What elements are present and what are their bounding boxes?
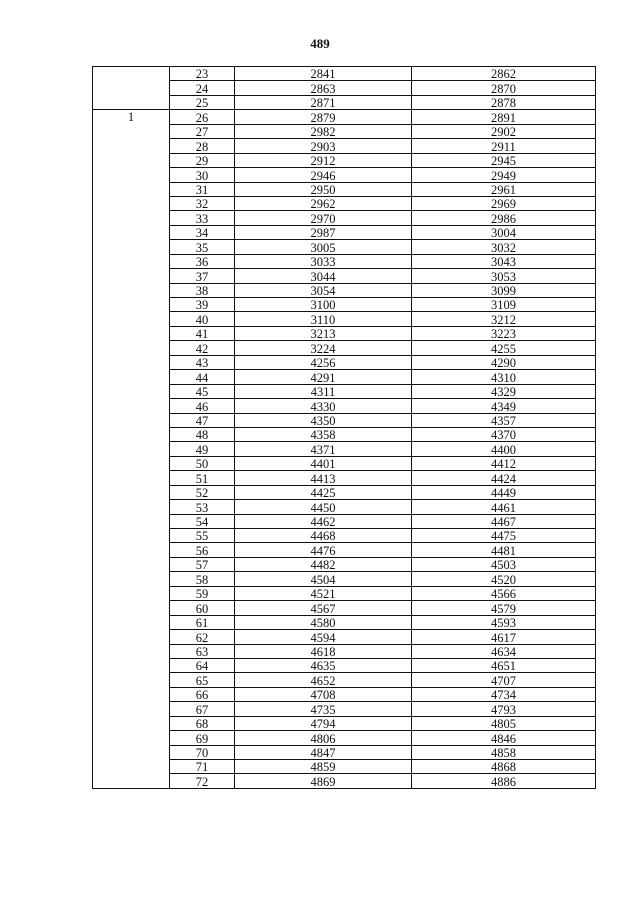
table-row (93, 745, 596, 759)
range-to-cell: 2878 (412, 95, 596, 109)
row-number-cell: 67 (170, 702, 235, 716)
row-number-cell: 26 (170, 110, 235, 124)
range-to-cell: 4424 (412, 471, 596, 485)
range-from-cell: 2879 (235, 110, 412, 124)
row-number-cell: 65 (170, 673, 235, 687)
range-to-cell: 4449 (412, 485, 596, 499)
range-to-cell: 4634 (412, 644, 596, 658)
row-number-cell: 52 (170, 485, 235, 499)
table-row (93, 298, 596, 312)
range-from-cell: 4869 (235, 774, 412, 788)
group-cell (93, 196, 170, 210)
range-from-cell: 4413 (235, 471, 412, 485)
group-cell (93, 471, 170, 485)
range-to-cell: 2902 (412, 124, 596, 138)
range-to-cell: 4886 (412, 774, 596, 788)
group-cell (93, 67, 170, 81)
row-number-cell: 64 (170, 658, 235, 672)
range-from-cell: 4521 (235, 586, 412, 600)
range-to-cell: 2961 (412, 182, 596, 196)
group-cell (93, 341, 170, 355)
range-to-cell: 4793 (412, 702, 596, 716)
group-cell (93, 644, 170, 658)
table-row (93, 630, 596, 644)
group-cell (93, 586, 170, 600)
range-to-cell: 3099 (412, 283, 596, 297)
range-from-cell: 3110 (235, 312, 412, 326)
group-cell (93, 399, 170, 413)
table-row (93, 673, 596, 687)
row-number-cell: 41 (170, 326, 235, 340)
range-from-cell: 2982 (235, 124, 412, 138)
group-cell (93, 95, 170, 109)
range-to-cell: 4461 (412, 500, 596, 514)
range-to-cell: 4310 (412, 370, 596, 384)
range-from-cell: 2903 (235, 139, 412, 153)
group-cell (93, 283, 170, 297)
table-row (93, 716, 596, 730)
range-to-cell: 4846 (412, 731, 596, 745)
table-row (93, 95, 596, 109)
row-number-cell: 71 (170, 760, 235, 774)
row-number-cell: 34 (170, 225, 235, 239)
group-cell (93, 427, 170, 441)
table-row (93, 760, 596, 774)
range-from-cell: 4468 (235, 529, 412, 543)
range-from-cell: 2987 (235, 225, 412, 239)
row-number-cell: 53 (170, 500, 235, 514)
table-row (93, 326, 596, 340)
range-from-cell: 4635 (235, 658, 412, 672)
table-row (93, 601, 596, 615)
row-number-cell: 27 (170, 124, 235, 138)
group-cell (93, 630, 170, 644)
range-from-cell: 4708 (235, 687, 412, 701)
range-from-cell: 4618 (235, 644, 412, 658)
range-from-cell: 4256 (235, 355, 412, 369)
range-from-cell: 4450 (235, 500, 412, 514)
table-row (93, 500, 596, 514)
table-row (93, 240, 596, 254)
row-number-cell: 35 (170, 240, 235, 254)
group-cell (93, 557, 170, 571)
row-number-cell: 63 (170, 644, 235, 658)
table-row (93, 471, 596, 485)
range-to-cell: 4349 (412, 399, 596, 413)
range-to-cell: 3212 (412, 312, 596, 326)
row-number-cell: 42 (170, 341, 235, 355)
row-number-cell: 58 (170, 572, 235, 586)
group-cell (93, 673, 170, 687)
group-cell (93, 745, 170, 759)
table-row (93, 529, 596, 543)
page-number: 489 (310, 36, 330, 51)
row-number-cell: 30 (170, 168, 235, 182)
range-to-cell: 2945 (412, 153, 596, 167)
group-cell (93, 601, 170, 615)
range-to-cell: 4467 (412, 514, 596, 528)
range-from-cell: 2962 (235, 196, 412, 210)
group-cell (93, 240, 170, 254)
range-from-cell: 3044 (235, 269, 412, 283)
range-from-cell: 4794 (235, 716, 412, 730)
row-number-cell: 28 (170, 139, 235, 153)
table-row (93, 312, 596, 326)
group-cell (93, 716, 170, 730)
table-row (93, 355, 596, 369)
range-to-cell: 3109 (412, 298, 596, 312)
group-cell (93, 153, 170, 167)
range-to-cell: 3223 (412, 326, 596, 340)
range-to-cell: 4290 (412, 355, 596, 369)
row-number-cell: 44 (170, 370, 235, 384)
range-from-cell: 2970 (235, 211, 412, 225)
table-row (93, 399, 596, 413)
row-number-cell: 57 (170, 557, 235, 571)
range-from-cell: 4401 (235, 456, 412, 470)
table-row (93, 370, 596, 384)
range-from-cell: 4425 (235, 485, 412, 499)
group-cell (93, 168, 170, 182)
table-row (93, 110, 596, 124)
range-to-cell: 4520 (412, 572, 596, 586)
range-from-cell: 4291 (235, 370, 412, 384)
group-cell (93, 225, 170, 239)
range-from-cell: 4652 (235, 673, 412, 687)
row-number-cell: 29 (170, 153, 235, 167)
range-from-cell: 3224 (235, 341, 412, 355)
table-row (93, 731, 596, 745)
range-from-cell: 4476 (235, 543, 412, 557)
range-to-cell: 4475 (412, 529, 596, 543)
range-from-cell: 2912 (235, 153, 412, 167)
range-to-cell: 2986 (412, 211, 596, 225)
range-to-cell: 2911 (412, 139, 596, 153)
range-to-cell: 4593 (412, 615, 596, 629)
row-number-cell: 72 (170, 774, 235, 788)
group-cell (93, 355, 170, 369)
range-to-cell: 4707 (412, 673, 596, 687)
row-number-cell: 62 (170, 630, 235, 644)
range-to-cell: 2949 (412, 168, 596, 182)
row-number-cell: 32 (170, 196, 235, 210)
table-row (93, 413, 596, 427)
table-row (93, 254, 596, 268)
row-number-cell: 39 (170, 298, 235, 312)
group-cell (93, 312, 170, 326)
table-row (93, 211, 596, 225)
table-row (93, 139, 596, 153)
range-to-cell: 3004 (412, 225, 596, 239)
row-number-cell: 59 (170, 586, 235, 600)
row-number-cell: 56 (170, 543, 235, 557)
range-to-cell: 4370 (412, 427, 596, 441)
row-number-cell: 61 (170, 615, 235, 629)
range-from-cell: 3005 (235, 240, 412, 254)
group-cell (93, 615, 170, 629)
range-to-cell: 2969 (412, 196, 596, 210)
row-number-cell: 69 (170, 731, 235, 745)
group-cell (93, 139, 170, 153)
range-from-cell: 4330 (235, 399, 412, 413)
table-row (93, 485, 596, 499)
table-row (93, 456, 596, 470)
range-from-cell: 4859 (235, 760, 412, 774)
row-number-cell: 45 (170, 384, 235, 398)
table-row (93, 225, 596, 239)
table-row (93, 687, 596, 701)
group-cell (93, 500, 170, 514)
row-number-cell: 40 (170, 312, 235, 326)
table-row (93, 644, 596, 658)
range-table (92, 66, 596, 789)
range-from-cell: 4847 (235, 745, 412, 759)
row-number-cell: 36 (170, 254, 235, 268)
row-number-cell: 68 (170, 716, 235, 730)
range-to-cell: 4503 (412, 557, 596, 571)
range-to-cell: 4357 (412, 413, 596, 427)
range-to-cell: 4858 (412, 745, 596, 759)
row-number-cell: 47 (170, 413, 235, 427)
table-row (93, 557, 596, 571)
group-cell (93, 254, 170, 268)
range-to-cell: 4255 (412, 341, 596, 355)
table-row (93, 269, 596, 283)
range-from-cell: 2946 (235, 168, 412, 182)
group-cell (93, 485, 170, 499)
row-number-cell: 46 (170, 399, 235, 413)
range-from-cell: 3033 (235, 254, 412, 268)
range-from-cell: 4735 (235, 702, 412, 716)
range-to-cell: 4868 (412, 760, 596, 774)
group-cell (93, 760, 170, 774)
row-number-cell: 38 (170, 283, 235, 297)
table-row (93, 442, 596, 456)
range-from-cell: 2841 (235, 67, 412, 81)
range-from-cell: 4594 (235, 630, 412, 644)
row-number-cell: 24 (170, 81, 235, 95)
range-from-cell: 4462 (235, 514, 412, 528)
group-cell (93, 731, 170, 745)
row-number-cell: 31 (170, 182, 235, 196)
range-to-cell: 2862 (412, 67, 596, 81)
row-number-cell: 54 (170, 514, 235, 528)
range-from-cell: 4482 (235, 557, 412, 571)
table-row (93, 543, 596, 557)
range-to-cell: 2870 (412, 81, 596, 95)
range-from-cell: 4580 (235, 615, 412, 629)
row-number-cell: 60 (170, 601, 235, 615)
group-cell (93, 572, 170, 586)
group-cell (93, 370, 170, 384)
range-from-cell: 3213 (235, 326, 412, 340)
row-number-cell: 55 (170, 529, 235, 543)
range-to-cell: 4481 (412, 543, 596, 557)
range-to-cell: 4329 (412, 384, 596, 398)
group-cell (93, 326, 170, 340)
range-to-cell: 4734 (412, 687, 596, 701)
range-to-cell: 4805 (412, 716, 596, 730)
range-from-cell: 3054 (235, 283, 412, 297)
row-number-cell: 66 (170, 687, 235, 701)
row-number-cell: 25 (170, 95, 235, 109)
group-cell (93, 514, 170, 528)
table-row (93, 615, 596, 629)
range-from-cell: 4371 (235, 442, 412, 456)
group-cell (93, 442, 170, 456)
table-row (93, 572, 596, 586)
table-row (93, 153, 596, 167)
table-row (93, 283, 596, 297)
range-from-cell: 2950 (235, 182, 412, 196)
table-row (93, 774, 596, 788)
range-to-cell: 2891 (412, 110, 596, 124)
group-cell (93, 702, 170, 716)
row-number-cell: 50 (170, 456, 235, 470)
row-number-cell: 70 (170, 745, 235, 759)
row-number-cell: 43 (170, 355, 235, 369)
table-row (93, 514, 596, 528)
range-from-cell: 3100 (235, 298, 412, 312)
group-cell (93, 774, 170, 788)
group-cell (93, 211, 170, 225)
range-to-cell: 4400 (412, 442, 596, 456)
table-row (93, 81, 596, 95)
group-cell (93, 182, 170, 196)
group-cell (93, 687, 170, 701)
table-row (93, 67, 596, 81)
range-to-cell: 4651 (412, 658, 596, 672)
table-row (93, 658, 596, 672)
group-cell (93, 543, 170, 557)
group-cell (93, 413, 170, 427)
range-from-cell: 4504 (235, 572, 412, 586)
group-cell: 1 (93, 110, 170, 124)
range-to-cell: 3043 (412, 254, 596, 268)
range-from-cell: 4567 (235, 601, 412, 615)
row-number-cell: 51 (170, 471, 235, 485)
range-table-body (93, 67, 596, 789)
range-from-cell: 2871 (235, 95, 412, 109)
table-row (93, 182, 596, 196)
range-to-cell: 3053 (412, 269, 596, 283)
range-to-cell: 3032 (412, 240, 596, 254)
row-number-cell: 48 (170, 427, 235, 441)
range-from-cell: 2863 (235, 81, 412, 95)
group-cell (93, 124, 170, 138)
table-row (93, 124, 596, 138)
table-row (93, 702, 596, 716)
group-cell (93, 658, 170, 672)
range-to-cell: 4617 (412, 630, 596, 644)
group-cell (93, 384, 170, 398)
row-number-cell: 37 (170, 269, 235, 283)
row-number-cell: 49 (170, 442, 235, 456)
table-row (93, 168, 596, 182)
table-row (93, 196, 596, 210)
range-to-cell: 4566 (412, 586, 596, 600)
range-from-cell: 4350 (235, 413, 412, 427)
group-cell (93, 456, 170, 470)
group-cell (93, 298, 170, 312)
row-number-cell: 33 (170, 211, 235, 225)
range-from-cell: 4311 (235, 384, 412, 398)
range-to-cell: 4412 (412, 456, 596, 470)
range-from-cell: 4358 (235, 427, 412, 441)
table-row (93, 384, 596, 398)
table-row (93, 586, 596, 600)
group-cell (93, 529, 170, 543)
range-from-cell: 4806 (235, 731, 412, 745)
range-to-cell: 4579 (412, 601, 596, 615)
group-cell (93, 81, 170, 95)
table-row (93, 341, 596, 355)
group-cell (93, 269, 170, 283)
row-number-cell: 23 (170, 67, 235, 81)
table-row (93, 427, 596, 441)
